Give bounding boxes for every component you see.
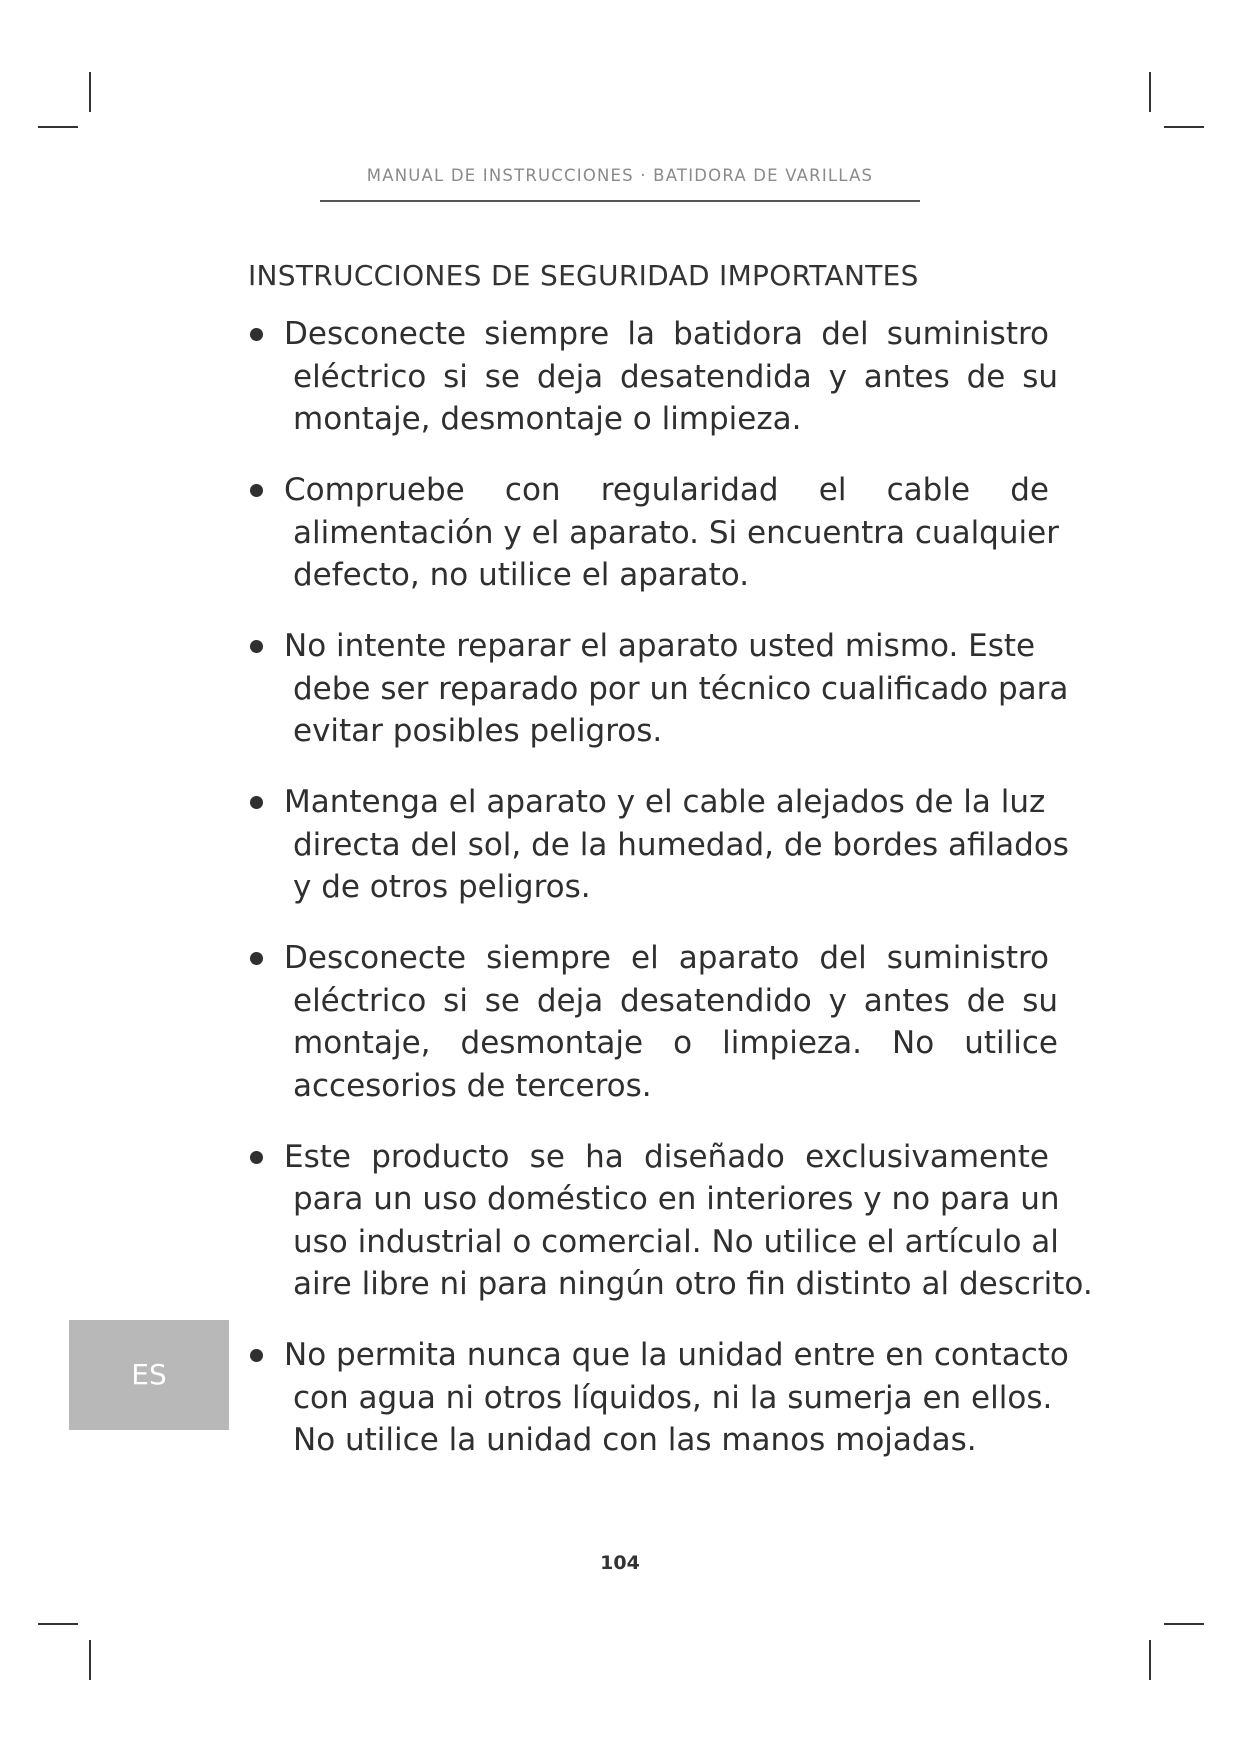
text-line: accesorios de terceros. <box>293 1067 652 1104</box>
list-item <box>248 937 1088 1107</box>
bullet-icon <box>250 952 263 965</box>
text-line: Desconecte siempre el aparato del suministro <box>284 940 1049 976</box>
list-item <box>248 1136 1093 1306</box>
bullet-icon <box>250 796 263 809</box>
list-item <box>248 781 1088 909</box>
crop-mark <box>1149 1640 1151 1680</box>
text-line: No permita nunca que la unidad entre en contacto <box>284 1337 1069 1373</box>
crop-mark <box>1164 1623 1204 1625</box>
text-line: evitar posibles peligros. <box>293 713 663 749</box>
text-line: eléctrico si se deja desatendido y antes de su <box>293 982 1058 1019</box>
text-line: debe ser reparado por un técnico cualificado para <box>293 670 1069 707</box>
text-line: Desconecte siempre la batidora del suministro <box>284 316 1049 352</box>
text-line: aire libre ni para ningún otro fin distinto al descrito. <box>293 1266 1093 1302</box>
list-item <box>248 1334 1088 1462</box>
text-line: y de otros peligros. <box>293 869 591 905</box>
text-line: No utilice la unidad con las manos mojadas. <box>293 1422 977 1458</box>
text-line: defecto, no utilice el aparato. <box>293 557 750 593</box>
crop-mark <box>1149 72 1151 112</box>
crop-mark <box>89 72 91 112</box>
crop-mark <box>89 1640 91 1680</box>
text-line: directa del sol, de la humedad, de bordes afilados <box>293 826 1069 863</box>
safety-instructions-list <box>248 313 1093 1490</box>
section-title: INSTRUCCIONES DE SEGURIDAD IMPORTANTES <box>248 259 919 292</box>
list-item <box>248 625 1088 753</box>
list-item <box>248 469 1088 597</box>
crop-mark <box>38 1623 78 1625</box>
list-item-text <box>284 313 1088 441</box>
running-header: MANUAL DE INSTRUCCIONES · BATIDORA DE VARILLAS <box>366 166 874 185</box>
crop-mark <box>1164 126 1204 128</box>
bullet-icon <box>250 328 263 341</box>
list-item <box>248 313 1088 441</box>
text-line: Mantenga el aparato y el cable alejados de la luz <box>284 784 1046 820</box>
text-line: Este producto se ha diseñado exclusivamente <box>284 1138 1049 1175</box>
list-item-text <box>284 1334 1088 1462</box>
header-rule <box>320 200 920 202</box>
page-number: 104 <box>600 1552 640 1574</box>
crop-mark <box>38 126 78 128</box>
bullet-icon <box>250 1151 263 1164</box>
language-tab: ES <box>69 1320 229 1430</box>
text-line: No intente reparar el aparato usted mismo. Este <box>284 628 1036 664</box>
text-line: eléctrico si se deja desatendida y antes de su <box>293 358 1058 395</box>
text-line: con agua ni otros líquidos, ni la sumerja en ellos. <box>293 1379 1053 1416</box>
list-item-text <box>284 781 1088 909</box>
bullet-icon <box>250 484 263 497</box>
list-item-text <box>284 469 1088 597</box>
text-line: uso industrial o comercial. No utilice el artículo al <box>293 1223 1059 1260</box>
bullet-icon <box>250 1349 263 1362</box>
text-line: para un uso doméstico en interiores y no para un <box>293 1181 1060 1217</box>
text-line: alimentación y el aparato. Si encuentra cualquier <box>293 514 1059 551</box>
list-item-text <box>284 1136 1093 1306</box>
text-line: Compruebe con regularidad el cable de <box>284 472 1049 508</box>
text-line: montaje, desmontaje o limpieza. No utilice <box>293 1025 1058 1061</box>
text-line: montaje, desmontaje o limpieza. <box>293 401 802 437</box>
bullet-icon <box>250 640 263 653</box>
list-item-text <box>284 625 1088 753</box>
list-item-text <box>284 937 1088 1107</box>
